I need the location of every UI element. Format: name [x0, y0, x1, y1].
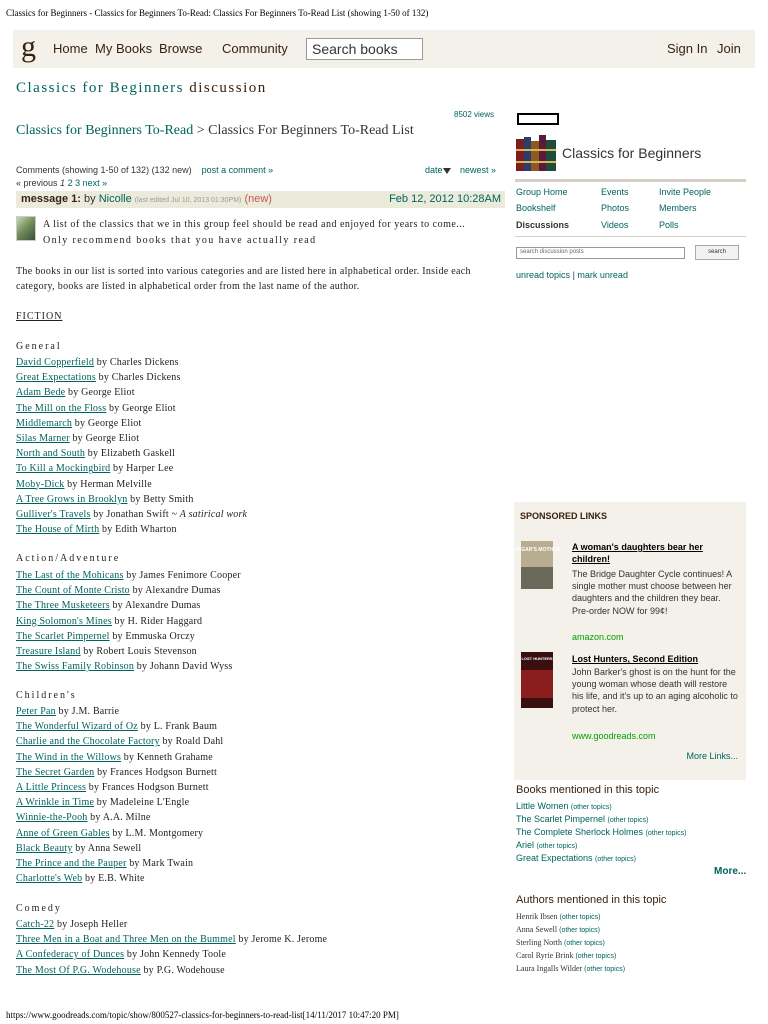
intro-line-1: A list of the classics that we in this group feel should be read and enjoyed for years to come...: [43, 219, 466, 230]
book-author: by Mark Twain: [126, 857, 194, 869]
sorting-paragraph: The books in our list is sorted into various categories and are listed here in alphabetical order. Inside each category, books are listed in alphabetical order from the last name of the author.: [16, 266, 471, 292]
book-list-item: [16, 583, 241, 598]
book-author: by George Eliot: [106, 402, 176, 414]
breadcrumb: [16, 123, 414, 139]
ad-2-text: John Barker's ghost is on the hunt for the young woman whose death will restore his life, and it's up to an aging alcoholic to protect her.: [572, 667, 738, 714]
book-title-link[interactable]: The Secret Garden: [16, 766, 95, 778]
book-title-link[interactable]: The Wind in the Willows: [16, 751, 122, 763]
book-list-item: [16, 810, 223, 825]
mention-link[interactable]: Great Expectations: [516, 853, 596, 863]
mention-link[interactable]: Anna Sewell: [516, 925, 560, 934]
book-author: by Jerome K. Jerome: [235, 934, 328, 946]
sort-arrow-icon: [443, 168, 451, 174]
divider: [515, 179, 746, 182]
author-link[interactable]: Nicolle: [98, 193, 132, 205]
book-author: by H. Rider Haggard: [111, 615, 203, 627]
category-general-heading: General: [16, 341, 62, 352]
document-title: Classics for Beginners - Classics for Beginners To-Read: Classics For Beginners To-Read List (showing 1-50 of 132): [6, 8, 429, 18]
other-topics-link[interactable]: (other topics): [564, 940, 605, 947]
nav-community[interactable]: Community: [222, 41, 288, 56]
book-author: by Emmuska Orczy: [109, 630, 195, 642]
authors-mentioned-list: [516, 910, 625, 975]
ad-1-title-link[interactable]: A woman's daughters bear her children!: [572, 542, 703, 564]
by-label: by: [84, 193, 96, 205]
book-list-item: [16, 522, 247, 537]
book-author: by Edith Wharton: [99, 524, 177, 536]
book-author: by John Kennedy Toole: [124, 949, 227, 961]
discussion-search-input[interactable]: search discussion posts: [516, 247, 685, 259]
book-author: by George Eliot: [72, 417, 142, 429]
book-title-link[interactable]: North and South: [16, 448, 86, 460]
book-title-link[interactable]: The Mill on the Floss: [16, 402, 107, 414]
book-title-link[interactable]: The Most Of P.G. Wodehouse: [16, 964, 141, 976]
book-title-link[interactable]: Middlemarch: [16, 417, 73, 429]
mark-unread-link[interactable]: mark unread: [577, 270, 628, 280]
mention-item: [516, 800, 686, 813]
book-author: by Kenneth Grahame: [121, 751, 213, 763]
book-list-item: [16, 385, 247, 400]
book-author: by Alexandre Dumas: [129, 585, 221, 597]
book-title-link[interactable]: To Kill a Mockingbird: [16, 463, 111, 475]
book-list-item: [16, 355, 247, 370]
group-nav-videos[interactable]: Videos: [601, 220, 629, 230]
ad-2-url[interactable]: www.goodreads.com: [572, 731, 656, 741]
sign-in-link[interactable]: Sign In: [667, 41, 708, 56]
author-avatar[interactable]: [16, 216, 36, 241]
book-title-link[interactable]: Charlotte's Web: [16, 873, 83, 885]
mention-item: [516, 962, 625, 975]
book-title-link[interactable]: Gulliver's Travels: [16, 508, 91, 520]
book-list-item: [16, 750, 223, 765]
book-list-item: [16, 659, 241, 674]
book-list-item: [16, 826, 223, 841]
other-topics-link[interactable]: (other topics): [575, 953, 617, 960]
book-list-item: [16, 431, 247, 446]
group-nav-invite[interactable]: Invite People: [659, 187, 712, 197]
other-topics-link[interactable]: (other topics): [559, 914, 601, 921]
book-title-link[interactable]: The Count of Monte Cristo: [16, 585, 130, 597]
mention-link[interactable]: Ariel: [516, 840, 537, 850]
divider: [515, 236, 746, 237]
book-list-item: [16, 947, 327, 962]
book-list-item: [16, 871, 223, 886]
mention-link[interactable]: Henrik Ibsen: [516, 912, 560, 921]
book-list-item: [16, 856, 223, 871]
book-author: by Charles Dickens: [94, 357, 179, 368]
edited-note: (last edited Jul 10, 2013 01:30PM): [134, 197, 242, 204]
ad-2-title-link[interactable]: Lost Hunters, Second Edition: [572, 654, 699, 664]
page-3[interactable]: 3: [75, 178, 81, 188]
books-mentioned-list: [516, 800, 686, 865]
group-nav-photos[interactable]: Photos: [601, 203, 630, 213]
book-list-item: [16, 370, 247, 385]
book-author: by L.M. Montgomery: [109, 827, 204, 839]
book-list-item: [16, 795, 223, 810]
book-author: by Jonathan Swift ~: [90, 508, 178, 520]
mention-link[interactable]: Sterling North: [516, 938, 564, 947]
book-note: A satirical work: [177, 508, 248, 520]
search-books-input[interactable]: Search books: [306, 38, 423, 60]
book-author: by Alexandre Dumas: [109, 600, 201, 612]
book-title-link[interactable]: A Confederacy of Dunces: [16, 949, 125, 961]
previous-page: « previous: [16, 178, 58, 188]
mention-link[interactable]: The Complete Sherlock Holmes: [516, 827, 646, 837]
category-action-list: [16, 568, 241, 674]
category-general-list: [16, 355, 247, 537]
book-title-link[interactable]: Winnie-the-Pooh: [16, 812, 88, 824]
mention-item: [516, 839, 686, 852]
page-1: 1: [60, 178, 66, 188]
other-topics-link[interactable]: (other topics): [645, 830, 687, 837]
mention-item: [516, 923, 625, 936]
discussion-search-button[interactable]: search: [695, 245, 739, 260]
more-links-link[interactable]: More Links...: [686, 751, 738, 761]
book-title-link[interactable]: Black Beauty: [16, 842, 73, 854]
message-header: [16, 191, 505, 208]
discussion-label: discussion: [189, 80, 267, 96]
book-title-link[interactable]: Anne of Green Gables: [16, 827, 110, 839]
book-list-item: [16, 719, 223, 734]
book-title-link[interactable]: The House of Mirth: [16, 524, 100, 536]
group-nav-bookshelf[interactable]: Bookshelf: [516, 203, 556, 213]
book-author: by Herman Melville: [64, 478, 152, 490]
book-author: by J.M. Barrie: [55, 706, 120, 717]
breadcrumb-separator: >: [196, 123, 205, 138]
book-title-link[interactable]: A Little Princess: [16, 781, 87, 793]
book-title-link[interactable]: Adam Bede: [16, 387, 66, 399]
ad-cover-2-text: LOST HUNTERS: [521, 656, 553, 661]
mention-link[interactable]: Laura Ingalls Wilder: [516, 964, 585, 973]
book-author: by James Fenimore Cooper: [123, 570, 241, 581]
book-author: by Anna Sewell: [72, 842, 142, 854]
book-title-link[interactable]: A Tree Grows in Brooklyn: [16, 493, 128, 505]
book-author: by E.B. White: [82, 873, 145, 885]
book-author: by Elizabeth Gaskell: [85, 448, 176, 460]
book-list-item: [16, 416, 247, 431]
book-list-item: [16, 401, 247, 416]
authors-mentioned-heading: Authors mentioned in this topic: [516, 894, 667, 906]
unread-links: [516, 270, 628, 280]
book-author: by A.A. Milne: [87, 812, 151, 824]
intro-line-2: Only recommend books that you have actually read: [43, 235, 317, 246]
ad-1-text: The Bridge Daughter Cycle continues! A single mother must choose between her daughters and the children they bear. Pre-order NOW for 99¢!: [572, 569, 732, 616]
category-comedy-list: [16, 917, 327, 978]
ad-cover-lost-hunters[interactable]: [521, 652, 553, 708]
folder-link[interactable]: Classics for Beginners To-Read: [16, 123, 194, 138]
mention-link[interactable]: The Scarlet Pimpernel: [516, 814, 608, 824]
other-topics-link[interactable]: (other topics): [595, 856, 636, 863]
book-author: by George Eliot: [65, 387, 135, 399]
other-topics-link[interactable]: (other topics): [536, 843, 578, 850]
book-list-item: [16, 629, 241, 644]
mention-item: [516, 910, 625, 923]
message-meta: [21, 193, 272, 205]
comments-summary: [16, 165, 273, 175]
book-title-link[interactable]: Silas Marner: [16, 432, 70, 444]
book-title-link[interactable]: Great Expectations: [16, 372, 96, 384]
sort-date-label: date: [425, 165, 443, 175]
nav-my-books[interactable]: My Books: [95, 41, 153, 56]
book-author: by L. Frank Baum: [137, 721, 218, 733]
book-title-link[interactable]: Three Men in a Boat and Three Men on the Bummel: [16, 934, 236, 946]
unread-separator: |: [572, 270, 575, 280]
book-author: by Harper Lee: [110, 463, 174, 475]
nav-browse[interactable]: Browse: [159, 41, 203, 56]
other-topics-link[interactable]: (other topics): [607, 817, 649, 824]
discussion-heading: [16, 80, 267, 97]
book-title-link[interactable]: Moby-Dick: [16, 478, 65, 490]
book-author: by Frances Hodgson Burnett: [94, 766, 217, 778]
book-title-link[interactable]: Charlie and the Chocolate Factory: [16, 736, 160, 748]
book-list-item: [16, 765, 223, 780]
document-url-footer: https://www.goodreads.com/topic/show/800527-classics-for-beginners-to-read-list[14/11/2017 10:47:20 PM]: [6, 1010, 399, 1020]
site-header: [13, 30, 755, 68]
ad-cover-hagars-mother[interactable]: [514, 541, 560, 589]
sidebar-placeholder-box: [517, 113, 559, 125]
category-action-heading: Action/Adventure: [16, 553, 121, 564]
sort-date-link[interactable]: [425, 165, 451, 175]
book-list-item: [16, 507, 247, 522]
message-date[interactable]: Feb 12, 2012 10:28AM: [389, 193, 501, 205]
book-author: by Joseph Heller: [54, 919, 128, 930]
group-name[interactable]: Classics for Beginners: [562, 145, 702, 161]
book-list-item: [16, 614, 241, 629]
mention-link[interactable]: Little Women: [516, 801, 571, 811]
group-nav-home[interactable]: Group Home: [516, 187, 568, 197]
group-books-image[interactable]: [516, 135, 556, 171]
group-nav-discussions[interactable]: Discussions: [516, 220, 570, 230]
mention-item: [516, 936, 625, 949]
sort-newest-link[interactable]: newest »: [460, 165, 497, 175]
book-author: by Betty Smith: [127, 493, 194, 505]
unread-topics-link[interactable]: unread topics: [516, 270, 571, 280]
books-more-link[interactable]: More...: [714, 866, 747, 877]
sponsored-links-panel: [514, 502, 746, 780]
page-2[interactable]: 2: [67, 178, 73, 188]
book-list-item: [16, 932, 327, 947]
book-author: by Frances Hodgson Burnett: [86, 781, 209, 793]
book-list-item: [16, 704, 223, 719]
category-comedy-heading: Comedy: [16, 903, 62, 914]
mention-item: [516, 826, 686, 839]
fiction-heading: FICTION: [16, 311, 63, 322]
group-nav-members[interactable]: Members: [659, 203, 697, 213]
post-comment-link[interactable]: post a comment »: [201, 165, 274, 175]
mention-link[interactable]: Carol Ryrie Brink: [516, 951, 576, 960]
book-title-link[interactable]: A Wrinkle in Time: [16, 797, 95, 809]
join-link[interactable]: Join: [717, 41, 741, 56]
book-title-link[interactable]: Catch-22: [16, 919, 55, 930]
next-page[interactable]: next »: [82, 178, 108, 188]
group-nav-polls[interactable]: Polls: [659, 220, 679, 230]
comments-count: Comments (showing 1-50 of 132) (132 new): [16, 165, 192, 175]
book-list-item: [16, 477, 247, 492]
message-label: message 1:: [21, 193, 81, 205]
other-topics-link[interactable]: (other topics): [570, 804, 612, 811]
book-author: by Charles Dickens: [95, 372, 181, 384]
book-list-item: [16, 734, 223, 749]
book-title-link[interactable]: The Swiss Family Robinson: [16, 661, 135, 673]
mention-item: [516, 852, 686, 865]
book-title-link[interactable]: The Wonderful Wizard of Oz: [16, 721, 138, 733]
ad-cover-1-text: HAGAR'S MOTHER: [514, 547, 560, 553]
books-mentioned-heading: Books mentioned in this topic: [516, 784, 660, 796]
topic-title: Classics For Beginners To-Read List: [208, 123, 414, 138]
other-topics-link[interactable]: (other topics): [559, 927, 600, 934]
book-list-item: [16, 568, 241, 583]
new-badge: (new): [244, 193, 272, 205]
other-topics-link[interactable]: (other topics): [584, 966, 626, 973]
nav-home[interactable]: Home: [53, 41, 88, 56]
book-list-item: [16, 461, 247, 476]
book-author: by George Eliot: [69, 432, 140, 444]
book-list-item: [16, 841, 223, 856]
book-title-link[interactable]: The Prince and the Pauper: [16, 857, 127, 869]
book-title-link[interactable]: The Last of the Mohicans: [16, 570, 124, 581]
book-list-item: [16, 492, 247, 507]
book-title-link[interactable]: Peter Pan: [16, 706, 56, 717]
view-count: 8502 views: [454, 110, 495, 119]
book-author: by P.G. Wodehouse: [140, 964, 225, 976]
book-author: by Roald Dahl: [159, 736, 224, 748]
book-title-link[interactable]: The Three Musketeers: [16, 600, 110, 612]
pagination: [16, 178, 107, 188]
book-title-link[interactable]: David Copperfield: [16, 357, 95, 368]
book-list-item: [16, 917, 327, 932]
book-author: by Robert Louis Stevenson: [80, 645, 197, 657]
book-title-link[interactable]: Treasure Island: [16, 645, 81, 657]
mention-item: [516, 949, 625, 962]
book-author: by Johann David Wyss: [134, 661, 233, 673]
sponsored-heading: SPONSORED LINKS: [520, 511, 608, 521]
book-list-item: [16, 963, 327, 978]
goodreads-logo[interactable]: g: [21, 30, 36, 63]
book-list-item: [16, 780, 223, 795]
book-title-link[interactable]: The Scarlet Pimpernel: [16, 630, 110, 642]
book-list-item: [16, 598, 241, 613]
ad-1-url[interactable]: amazon.com: [572, 632, 624, 642]
book-title-link[interactable]: King Solomon's Mines: [16, 615, 112, 627]
mention-item: [516, 813, 686, 826]
category-childrens-heading: Children's: [16, 690, 77, 701]
category-childrens-list: [16, 704, 223, 886]
book-list-item: [16, 446, 247, 461]
group-link[interactable]: Classics for Beginners: [16, 80, 184, 96]
book-list-item: [16, 644, 241, 659]
group-nav-events[interactable]: Events: [601, 187, 629, 197]
book-author: by Madeleine L'Engle: [94, 797, 190, 809]
